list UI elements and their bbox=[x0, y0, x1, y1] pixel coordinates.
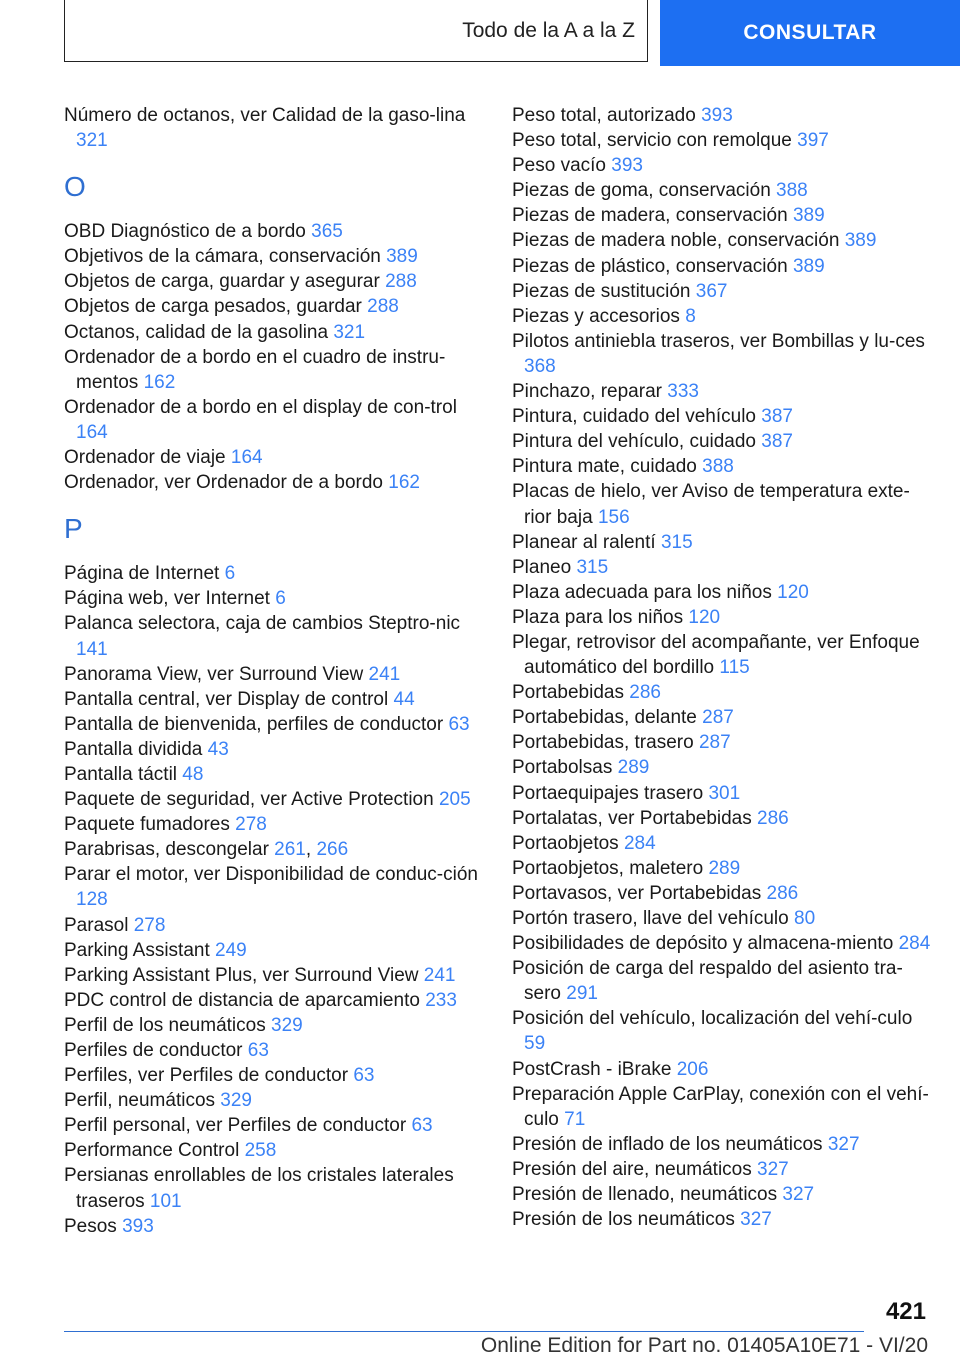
index-entry bbox=[64, 687, 484, 712]
index-entry-term: Perfiles, ver Perfiles de conductor bbox=[64, 1065, 349, 1087]
index-entry-term: Plaza adecuada para los niños bbox=[512, 581, 772, 603]
index-entry-term: Pantalla dividida bbox=[64, 738, 203, 760]
index-entry-term: Ordenador de a bordo en el display de con‐trol bbox=[64, 396, 457, 418]
index-entry bbox=[512, 630, 932, 680]
page-link[interactable]: 333 bbox=[667, 381, 699, 403]
page-link[interactable]: 164 bbox=[76, 421, 108, 443]
index-entry-term: PostCrash - iBrake bbox=[512, 1058, 672, 1080]
page-link[interactable]: 164 bbox=[230, 447, 263, 469]
index-entry-term: Posición del vehículo, localización del vehí‐culo bbox=[512, 1008, 913, 1030]
index-entry-term: Portabebidas, delante bbox=[512, 707, 697, 729]
page-link[interactable]: 286 bbox=[766, 882, 799, 904]
index-entry-term: Portaobjetos bbox=[512, 832, 619, 854]
index-entry bbox=[512, 956, 932, 1006]
page-link[interactable]: 44 bbox=[393, 688, 415, 710]
index-entry bbox=[64, 862, 484, 912]
index-entry bbox=[512, 856, 932, 881]
page-link[interactable]: 389 bbox=[844, 230, 877, 252]
footer-edition: Online Edition for Part no. 01405A10E71 - VI/20 bbox=[480, 1334, 928, 1357]
index-entry-term: Página web, ver Internet bbox=[64, 588, 270, 610]
consult-tab[interactable] bbox=[660, 0, 960, 66]
index-entry-term: Pantalla central, ver Display de control bbox=[64, 688, 389, 710]
index-entry-term: Preparación Apple CarPlay, conexión con el vehí‐culo bbox=[512, 1083, 929, 1130]
page-link[interactable]: 261 bbox=[274, 839, 306, 861]
page-link[interactable]: 63 bbox=[247, 1040, 269, 1061]
section-tab[interactable] bbox=[64, 0, 648, 62]
index-entry-term: Parar el motor, ver Disponibilidad de conduc‐ción bbox=[64, 864, 478, 886]
index-letter-heading: P bbox=[64, 513, 83, 545]
index-entry bbox=[512, 555, 932, 580]
index-entry-term: Posición de carga del respaldo del asiento tra‐sero bbox=[512, 958, 903, 1005]
index-entry-term: Portaobjetos, maletero bbox=[512, 857, 704, 879]
index-entry bbox=[512, 881, 932, 906]
index-entry-term: Parasol bbox=[64, 914, 129, 936]
index-entry bbox=[64, 787, 484, 812]
page-link[interactable]: 120 bbox=[777, 581, 809, 603]
index-entry-term: Parking Assistant bbox=[64, 939, 210, 961]
index-entry-term: OBD Diagnóstico de a bordo bbox=[64, 221, 306, 243]
index-entry-term: Ordenador, ver Ordenador de a bordo bbox=[64, 472, 383, 494]
index-entry bbox=[64, 1214, 484, 1239]
index-column-right bbox=[512, 103, 932, 1232]
index-entry-term: Plegar, retrovisor del acompañante, ver Enfoque automático del bordillo bbox=[512, 631, 920, 679]
index-entry-term: Planear al ralentí bbox=[512, 531, 656, 553]
page-link[interactable]: 388 bbox=[702, 456, 734, 478]
index-entry bbox=[512, 931, 932, 956]
index-entry bbox=[64, 737, 484, 762]
index-entry bbox=[64, 294, 484, 319]
index-entry-term: Perfil personal, ver Perfiles de conductor bbox=[64, 1115, 407, 1137]
section-label: Todo de la A a la Z bbox=[462, 18, 635, 42]
page-link[interactable]: 393 bbox=[122, 1215, 154, 1237]
index-entry bbox=[64, 712, 484, 737]
index-entry bbox=[512, 329, 932, 379]
index-entry-term: Pantalla de bienvenida, perfiles de conductor bbox=[64, 713, 444, 735]
page-link[interactable]: 286 bbox=[629, 682, 661, 704]
page-link[interactable]: 367 bbox=[695, 280, 728, 302]
index-entry-term: Página de Internet bbox=[64, 563, 220, 585]
index-entry bbox=[512, 429, 932, 454]
page-link[interactable]: 63 bbox=[353, 1065, 375, 1087]
index-entry-term: Portavasos, ver Portabebidas bbox=[512, 882, 762, 904]
index-entry bbox=[512, 806, 932, 831]
index-entry bbox=[512, 906, 932, 931]
page-link[interactable]: 205 bbox=[438, 789, 471, 811]
index-entry bbox=[512, 1082, 932, 1132]
page-link[interactable]: 321 bbox=[76, 130, 108, 152]
index-entry bbox=[512, 454, 932, 479]
page-link[interactable]: 258 bbox=[244, 1140, 277, 1162]
page-link[interactable]: 80 bbox=[794, 908, 816, 929]
page-link[interactable]: 101 bbox=[149, 1190, 182, 1212]
page-link[interactable]: 266 bbox=[316, 839, 349, 861]
index-entry bbox=[64, 320, 484, 345]
page-link[interactable]: 388 bbox=[776, 180, 808, 202]
index-entry bbox=[512, 103, 932, 128]
index-entry-term: Presión de llenado, neumáticos bbox=[512, 1184, 778, 1206]
page-link[interactable]: 249 bbox=[215, 939, 247, 961]
page-link[interactable]: 206 bbox=[676, 1058, 709, 1080]
page-link[interactable]: 389 bbox=[386, 246, 418, 268]
index-entry bbox=[512, 530, 932, 555]
index-entry bbox=[512, 1157, 932, 1182]
index-entry bbox=[512, 781, 932, 806]
index-entry-term: Objetos de carga pesados, guardar bbox=[64, 296, 362, 318]
index-entry-term: Posibilidades de depósito y almacena‐miento bbox=[512, 933, 894, 955]
page-link[interactable]: 301 bbox=[708, 782, 741, 804]
index-entry-term: Panorama View, ver Surround View bbox=[64, 663, 364, 685]
index-entry bbox=[512, 1132, 932, 1157]
page-link[interactable]: 327 bbox=[782, 1184, 815, 1206]
index-entry-term: Pesos bbox=[64, 1215, 117, 1237]
page-link[interactable]: 43 bbox=[207, 738, 229, 760]
index-entry bbox=[64, 662, 484, 687]
page-link[interactable]: 387 bbox=[761, 406, 793, 428]
index-entry bbox=[512, 730, 932, 755]
page-link[interactable]: 397 bbox=[797, 130, 829, 152]
index-entry bbox=[64, 1138, 484, 1163]
index-entry-term: Peso vacío bbox=[512, 155, 606, 177]
page-link[interactable]: 291 bbox=[566, 983, 598, 1005]
page-link[interactable]: 115 bbox=[719, 657, 750, 679]
index-entry bbox=[64, 963, 484, 988]
page-link[interactable]: 289 bbox=[617, 757, 650, 779]
page-link[interactable]: 241 bbox=[423, 964, 456, 986]
index-entry bbox=[64, 1038, 484, 1063]
index-entry bbox=[512, 203, 932, 228]
index-entry-term: PDC control de distancia de aparcamiento bbox=[64, 989, 420, 1011]
index-entry bbox=[64, 1088, 484, 1113]
page-link[interactable]: 6 bbox=[224, 563, 236, 585]
index-entry bbox=[64, 103, 484, 153]
index-entry-term: Piezas de sustitución bbox=[512, 280, 691, 302]
index-entry-term: Portabebidas, trasero bbox=[512, 732, 694, 754]
index-entry-term: Piezas de goma, conservación bbox=[512, 180, 771, 202]
index-entry-term: Paquete de seguridad, ver Active Protection bbox=[64, 789, 434, 811]
index-entry-term: Pintura del vehículo, cuidado bbox=[512, 431, 756, 453]
page-link[interactable]: 162 bbox=[388, 472, 420, 494]
index-entry-term: Piezas de plástico, conservación bbox=[512, 255, 788, 277]
index-entry-term: Peso total, autorizado bbox=[512, 105, 696, 126]
index-entry bbox=[512, 1057, 932, 1082]
index-entry bbox=[512, 279, 932, 304]
index-entry-term: Portalatas, ver Portabebidas bbox=[512, 807, 752, 829]
index-entry bbox=[64, 470, 484, 495]
page-link[interactable]: 288 bbox=[367, 296, 399, 318]
page-link[interactable]: 329 bbox=[220, 1090, 252, 1112]
index-entry-term: Portaequipajes trasero bbox=[512, 782, 704, 804]
index-entry-term: Piezas de madera noble, conservación bbox=[512, 230, 840, 252]
index-entry-term: Pinchazo, reparar bbox=[512, 381, 662, 403]
index-entry bbox=[512, 580, 932, 605]
page-link[interactable]: 8 bbox=[685, 305, 696, 327]
index-entry-term: Plaza para los niños bbox=[512, 606, 684, 628]
index-entry bbox=[64, 586, 484, 611]
index-entry-term: Perfil de los neumáticos bbox=[64, 1014, 266, 1036]
index-entry-term: Pilotos antiniebla traseros, ver Bombillas y lu‐ces bbox=[512, 330, 925, 352]
index-entry: Parabrisas, descongelar 261, 266 bbox=[64, 839, 349, 861]
page-link[interactable]: 71 bbox=[564, 1108, 586, 1130]
index-entry bbox=[512, 404, 932, 429]
page-link[interactable]: 156 bbox=[597, 506, 630, 528]
consult-label: CONSULTAR bbox=[743, 21, 877, 44]
index-entry bbox=[512, 128, 932, 153]
index-entry-term: Octanos, calidad de la gasolina bbox=[64, 321, 329, 343]
page-link[interactable]: 315 bbox=[576, 556, 609, 578]
page-link[interactable]: 287 bbox=[698, 732, 731, 754]
index-entry-term: Objetivos de la cámara, conservación bbox=[64, 246, 381, 268]
index-entry-term: Performance Control bbox=[64, 1140, 240, 1162]
page-link[interactable]: 241 bbox=[368, 663, 401, 685]
index-letter-heading: O bbox=[64, 171, 86, 203]
page-link[interactable]: 286 bbox=[757, 807, 789, 829]
index-column-left bbox=[64, 103, 484, 1239]
index-entry-term: Número de octanos, ver Calidad de la gaso‐lina bbox=[64, 105, 466, 126]
page-link[interactable]: 365 bbox=[311, 221, 343, 243]
index-entry-term: Perfiles de conductor bbox=[64, 1040, 243, 1061]
index-entry-term: Presión de los neumáticos bbox=[512, 1209, 735, 1231]
page-link[interactable]: 141 bbox=[76, 638, 108, 660]
index-entry bbox=[64, 445, 484, 470]
page-link[interactable]: 288 bbox=[385, 271, 417, 293]
index-entry bbox=[512, 680, 932, 705]
index-entry bbox=[64, 244, 484, 269]
index-entry bbox=[512, 755, 932, 780]
index-entry-term: Paquete fumadores bbox=[64, 814, 230, 836]
index-entry-term: Parking Assistant Plus, ver Surround View bbox=[64, 964, 419, 986]
page-link[interactable]: 59 bbox=[524, 1033, 546, 1055]
page-link[interactable]: 389 bbox=[792, 205, 825, 227]
index-entry-term: Ordenador de a bordo en el cuadro de instru‐mentos bbox=[64, 346, 446, 393]
page-link[interactable]: 63 bbox=[411, 1115, 433, 1137]
index-entry bbox=[512, 254, 932, 279]
index-entry-term: Piezas de madera, conservación bbox=[512, 205, 788, 227]
page-link[interactable]: 120 bbox=[688, 606, 721, 628]
index-entry bbox=[64, 913, 484, 938]
index-entry bbox=[512, 705, 932, 730]
page-link[interactable]: 393 bbox=[701, 105, 733, 126]
index-entry-term: Parabrisas, descongelar bbox=[64, 839, 269, 861]
page-link[interactable]: 284 bbox=[898, 933, 931, 955]
index-entry-term: Palanca selectora, caja de cambios Steptro‐nic bbox=[64, 613, 461, 635]
page-link[interactable]: 315 bbox=[660, 531, 693, 553]
index-entry-term: Ordenador de viaje bbox=[64, 447, 226, 469]
page-link[interactable]: 162 bbox=[143, 371, 176, 393]
index-entry bbox=[512, 1207, 932, 1232]
page-link[interactable]: 321 bbox=[333, 321, 366, 343]
index-entry-term: Pintura mate, cuidado bbox=[512, 456, 697, 478]
index-entry bbox=[64, 1113, 484, 1138]
index-entry-term: Placas de hielo, ver Aviso de temperatura exte‐rior baja bbox=[512, 481, 910, 528]
index-entry bbox=[64, 812, 484, 837]
index-entry bbox=[64, 938, 484, 963]
index-entry bbox=[64, 762, 484, 787]
index-entry bbox=[512, 228, 932, 253]
page-link[interactable]: 233 bbox=[425, 989, 457, 1011]
page-link[interactable]: 287 bbox=[702, 707, 734, 729]
index-entry-term: Objetos de carga, guardar y asegurar bbox=[64, 271, 380, 293]
page-link[interactable]: 284 bbox=[623, 832, 656, 854]
page-link[interactable]: 278 bbox=[235, 814, 267, 836]
page-link[interactable]: 278 bbox=[133, 914, 166, 936]
index-entry bbox=[512, 1006, 932, 1056]
index-entry-term: Persianas enrollables de los cristales laterales traseros bbox=[64, 1165, 454, 1212]
page-link[interactable]: 387 bbox=[761, 431, 793, 453]
page-link[interactable]: 389 bbox=[792, 255, 825, 277]
page-link[interactable]: 368 bbox=[524, 355, 556, 377]
index-entry-term: Presión de inflado de los neumáticos bbox=[512, 1133, 823, 1155]
index-entry bbox=[64, 561, 484, 586]
index-entry bbox=[512, 178, 932, 203]
index-entry-term: Perfil, neumáticos bbox=[64, 1090, 216, 1112]
page-link[interactable]: 6 bbox=[275, 588, 286, 610]
index-entry-term: Portabebidas bbox=[512, 682, 624, 704]
index-entry bbox=[512, 1182, 932, 1207]
page-number: 421 bbox=[885, 1298, 926, 1325]
index-entry bbox=[512, 831, 932, 856]
index-entry bbox=[64, 988, 484, 1013]
index-entry-term: Presión del aire, neumáticos bbox=[512, 1158, 752, 1180]
page-link[interactable]: 128 bbox=[76, 889, 108, 911]
index-entry bbox=[64, 395, 484, 445]
index-entry bbox=[64, 269, 484, 294]
index-entry bbox=[512, 379, 932, 404]
index-entry bbox=[64, 1163, 484, 1213]
page-link[interactable]: 327 bbox=[827, 1133, 860, 1155]
index-entry-term: Planeo bbox=[512, 556, 572, 578]
index-entry-term: Pantalla táctil bbox=[64, 763, 178, 785]
index-entry bbox=[64, 345, 484, 395]
index-entry-term: Peso total, servicio con remolque bbox=[512, 130, 792, 152]
index-entry bbox=[512, 304, 932, 329]
index-entry-term: Portabolsas bbox=[512, 757, 613, 779]
index-entry bbox=[512, 605, 932, 630]
page-link[interactable]: 63 bbox=[448, 713, 470, 735]
index-entry bbox=[64, 1013, 484, 1038]
index-entry bbox=[64, 1063, 484, 1088]
index-entry-term: Portón trasero, llave del vehículo bbox=[512, 908, 789, 929]
page-link[interactable]: 48 bbox=[182, 763, 204, 785]
page-link[interactable]: 327 bbox=[757, 1158, 789, 1180]
page-link[interactable]: 393 bbox=[611, 155, 643, 177]
index-entry-term: Piezas y accesorios bbox=[512, 305, 680, 327]
page-link[interactable]: 327 bbox=[740, 1209, 772, 1231]
footer-divider bbox=[64, 1331, 864, 1332]
index-entry bbox=[64, 611, 484, 661]
index-entry-term: Pintura, cuidado del vehículo bbox=[512, 406, 756, 428]
index-entry bbox=[512, 153, 932, 178]
page-link[interactable]: 289 bbox=[708, 857, 741, 879]
page-link[interactable]: 329 bbox=[271, 1014, 303, 1036]
index-entry bbox=[512, 479, 932, 529]
index-entry bbox=[64, 219, 484, 244]
